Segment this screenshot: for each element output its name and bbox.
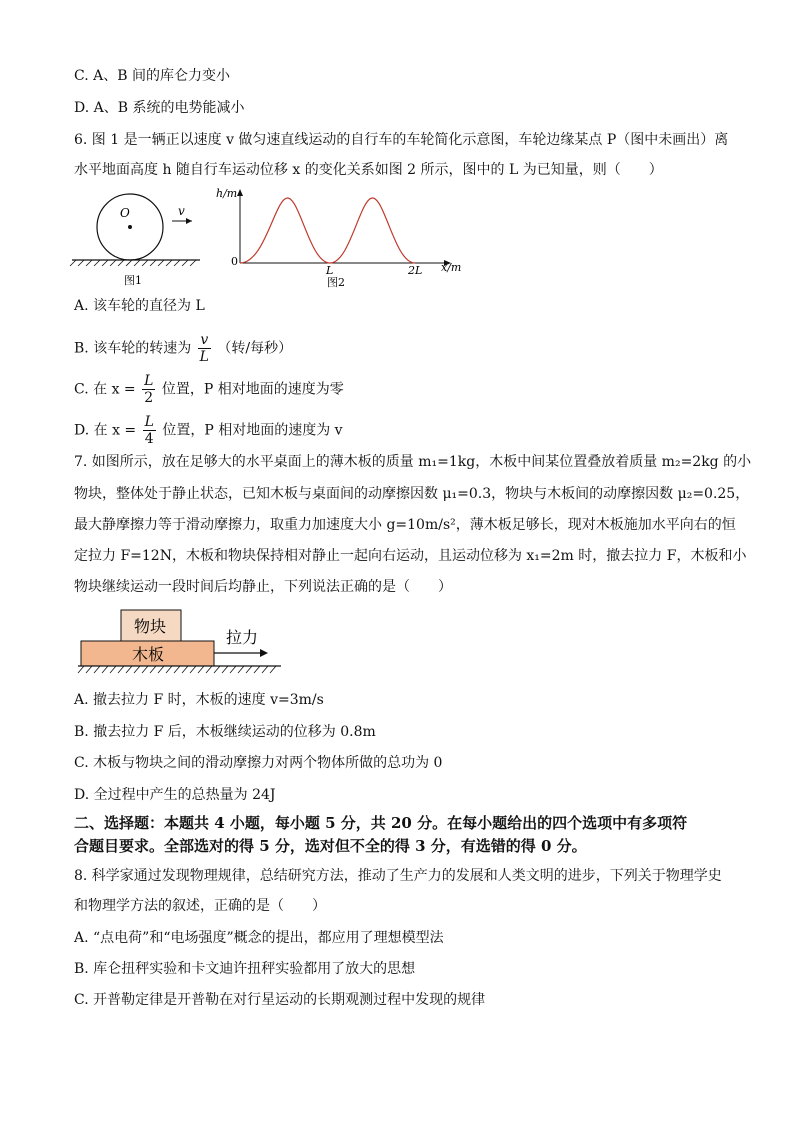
q6-option-b-suffix: （转/每秒） [217,340,293,357]
q8-option-c: C. 开普勒定律是开普勒在对行星运动的长期观测过程中发现的规律 [74,992,486,1008]
q6-option-b-fraction [198,332,211,365]
q6-option-b-numerator: v [198,332,211,349]
x-axis-label: x/m [441,261,462,274]
section2-heading-line2: 合题目要求。全部选对的得 5 分，选对但不全的得 3 分，有选错的得 0 分。 [74,837,587,855]
y-axis-label: h/m [216,187,238,200]
q8-option-b: B. 库仑扭秤实验和卡文迪许扭秤实验都用了放大的思想 [74,961,416,977]
q6-figure1-wheel [70,185,210,295]
q7-stem-line1: 7. 如图所示，放在足够大的水平桌面上的薄木板的质量 m₁=1kg，木板中间某位置叠放着质量 m₂=2kg 的小 [74,454,752,470]
tick-L: L [326,264,334,277]
q6-option-c-prefix: C. 在 x = [74,381,136,398]
q7-stem-line5: 物块继续运动一段时间后均静止，下列说法正确的是（ ） [74,579,452,595]
q6-option-c-denominator: 2 [144,390,154,406]
q6-option-c-numerator: L [144,373,154,389]
q7-option-d: D. 全过程中产生的总热量为 24J [74,787,276,803]
q7-option-c: C. 木板与物块之间的滑动摩擦力对两个物体所做的总功为 0 [74,755,443,771]
q6-option-c-fraction [142,373,155,406]
q8-option-a: A. “点电荷”和“电场强度”概念的提出，都应用了理想模型法 [74,930,444,946]
q6-option-d-fraction [143,414,156,447]
q6-option-c [74,373,344,406]
figure1-caption: 图1 [124,274,142,287]
height-curve [240,198,415,263]
q6-option-d-numerator: L [144,414,154,430]
q7-stem-line4: 定拉力 F=12N，木板和物块保持相对静止一起向右运动，且运动位移为 x₁=2m 时，撤去拉力 F，木板和小 [74,548,747,564]
q5-option-c: C. A、B 间的库仑力变小 [74,68,230,84]
wheel-center-label: O [120,206,130,220]
q7-option-a: A. 撤去拉力 F 时，木板的速度 v=3m/s [74,692,324,708]
q6-option-d-suffix: 位置，P 相对地面的速度为 v [162,422,343,439]
velocity-label: v [178,204,185,218]
q6-option-b-prefix: B. 该车轮的转速为 [74,340,192,357]
q7-stem-line2: 物块，整体处于静止状态，已知木板与桌面间的动摩擦因数 μ₁=0.3，物块与木板间的动摩擦因数 μ₂=0.25， [74,486,750,502]
q6-option-d [74,414,343,447]
figure2-caption: 图2 [327,276,345,289]
section2-heading-line1: 二、选择题：本题共 4 小题，每小题 5 分，共 20 分。在每小题给出的四个选项中有多项符 [74,814,688,832]
q5-option-d: D. A、B 系统的电势能减小 [74,100,245,116]
q6-stem-line2: 水平地面高度 h 随自行车运动位移 x 的变化关系如图 2 所示，图中的 L 为已知量，则（ ） [74,162,663,178]
q6-option-d-denominator: 4 [144,431,154,447]
q7-figure-board-block [76,607,286,682]
q7-option-b: B. 撤去拉力 F 后，木板继续运动的位移为 0.8m [74,724,376,740]
q8-stem-line2: 和物理学方法的叙述，正确的是（ ） [74,898,326,914]
force-label: 拉力 [226,628,259,647]
q6-option-b [74,332,292,365]
q6-option-d-prefix: D. 在 x = [74,422,137,439]
q6-option-a: A. 该车轮的直径为 L [74,298,205,314]
q8-stem-line1: 8. 科学家通过发现物理规律，总结研究方法，推动了生产力的发展和人类文明的进步，下列关于物理学史 [74,868,722,884]
q6-option-b-denominator: L [199,349,209,365]
q7-stem-line3: 最大静摩擦力等于滑动摩擦力，取重力加速度大小 g=10m/s²，薄木板足够长，现对木板施加水平向右的恒 [74,517,736,533]
board-label: 木板 [132,645,165,664]
block-label: 物块 [134,617,167,636]
origin-label: 0 [231,255,238,268]
q6-option-c-suffix: 位置，P 相对地面的速度为零 [161,381,344,398]
tick-2L: 2L [408,264,423,277]
q6-stem-line1: 6. 图 1 是一辆正以速度 v 做匀速直线运动的自行车的车轮简化示意图，车轮边缘某点 P（图中未画出）离 [74,132,729,148]
q6-figure2-graph [216,183,465,293]
